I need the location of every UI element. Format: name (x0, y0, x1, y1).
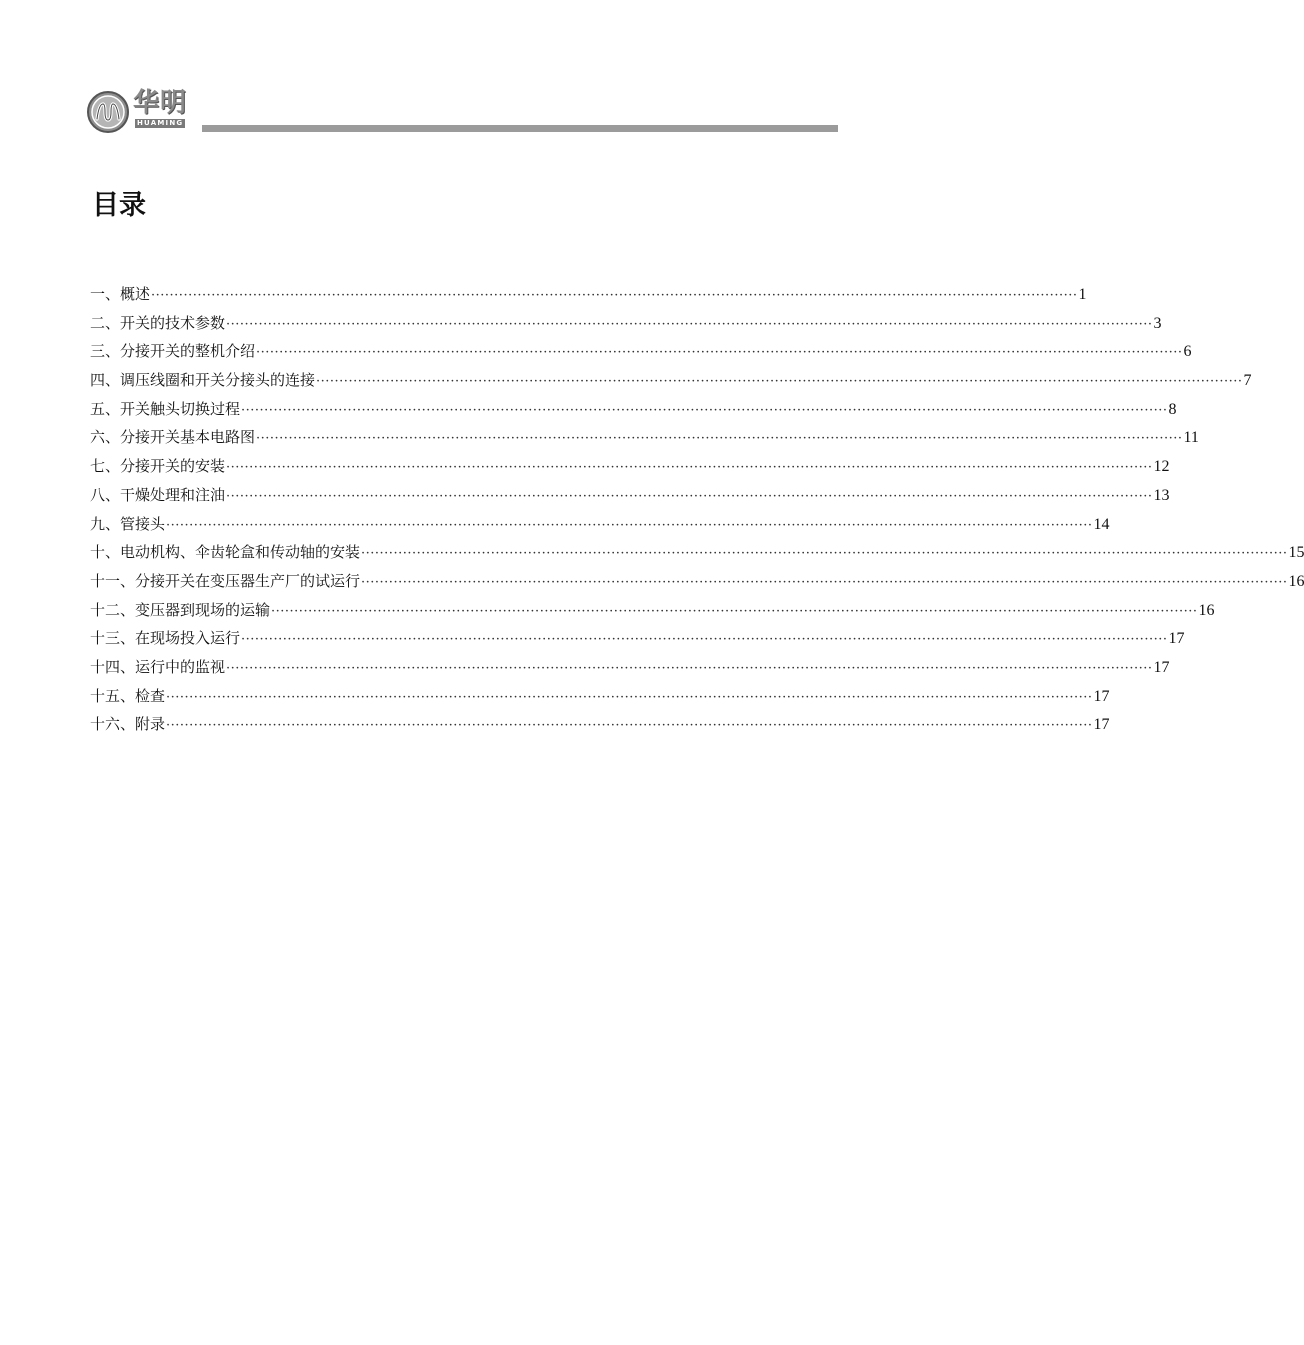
toc-entry-page: 15 (1288, 544, 1304, 562)
toc-dot-leader: ········································································································································································································ (316, 374, 1243, 390)
toc-dot-leader: ········································································································································································································ (361, 546, 1288, 562)
toc-entry[interactable] (90, 624, 1185, 653)
toc-entry-page: 16 (1198, 601, 1215, 619)
toc-dot-leader: ········································································································································································································ (226, 488, 1153, 504)
toc-entry[interactable] (90, 280, 1087, 309)
toc-dot-leader: ········································································································································································································ (256, 345, 1183, 361)
toc-dot-leader: ········································································································································································································ (271, 603, 1198, 619)
toc-entry-label: 三、分接开关的整机介绍 (90, 342, 256, 361)
toc-dot-leader: ········································································································································································································ (151, 288, 1078, 303)
page-title: 目录 (92, 190, 146, 221)
toc-entry-label: 九、管接头 (90, 514, 166, 533)
toc-entry[interactable] (90, 481, 1170, 510)
toc-dot-leader: ········································································································································································································ (361, 574, 1288, 590)
toc-entry[interactable] (90, 653, 1170, 682)
toc-dot-leader: ········································································································································································································ (241, 402, 1168, 418)
logo-english-text: HUAMING (137, 119, 184, 127)
toc-entry-page: 12 (1153, 458, 1170, 476)
toc-entry[interactable] (90, 337, 1192, 366)
toc-entry-page: 17 (1153, 658, 1170, 676)
toc-entry-label: 四、调压线圈和开关分接头的连接 (90, 371, 316, 390)
logo-chinese-text: 华明 (133, 88, 188, 118)
toc-entry[interactable] (90, 452, 1170, 481)
toc-entry[interactable] (90, 538, 1304, 567)
toc-entry[interactable] (90, 510, 1110, 539)
company-logo (86, 88, 196, 134)
toc-entry-page: 11 (1183, 429, 1199, 447)
toc-entry-label: 十六、附录 (90, 715, 166, 734)
toc-dot-leader: ········································································································································································································ (256, 431, 1183, 447)
toc-entry-page: 14 (1093, 515, 1110, 533)
toc-entry-label: 十、电动机构、伞齿轮盒和传动轴的安装 (90, 543, 361, 562)
toc-dot-leader: ········································································································································································································ (166, 689, 1093, 705)
toc-dot-leader: ········································································································································································································ (166, 517, 1093, 533)
toc-dot-leader: ········································································································································································································ (241, 632, 1168, 648)
toc-entry[interactable] (90, 395, 1177, 424)
table-of-contents (90, 280, 1304, 739)
toc-entry[interactable] (90, 596, 1215, 625)
toc-dot-leader: ········································································································································································································ (226, 460, 1153, 476)
header-divider (202, 125, 838, 132)
toc-dot-leader: ········································································································································································································ (226, 660, 1153, 676)
toc-entry-label: 一、概述 (90, 285, 151, 303)
toc-entry-page: 6 (1183, 343, 1192, 361)
toc-entry-label: 十一、分接开关在变压器生产厂的试运行 (90, 571, 361, 590)
toc-entry-label: 二、开关的技术参数 (90, 313, 226, 332)
toc-entry-page: 8 (1168, 400, 1177, 418)
toc-entry-label: 七、分接开关的安装 (90, 457, 226, 476)
page-header (86, 88, 838, 138)
toc-dot-leader: ········································································································································································································ (226, 316, 1153, 332)
toc-entry[interactable] (90, 366, 1252, 395)
toc-entry-page: 7 (1243, 372, 1252, 390)
toc-entry-label: 十四、运行中的监视 (90, 657, 226, 676)
toc-entry-label: 十五、检查 (90, 686, 166, 705)
toc-entry[interactable] (90, 682, 1110, 711)
toc-entry-label: 八、干燥处理和注油 (90, 485, 226, 504)
toc-entry[interactable] (90, 309, 1162, 338)
toc-entry-label: 十三、在现场投入运行 (90, 629, 241, 648)
toc-entry[interactable] (90, 567, 1304, 596)
toc-entry-label: 六、分接开关基本电路图 (90, 428, 256, 447)
toc-entry[interactable] (90, 710, 1110, 739)
toc-entry-page: 1 (1078, 286, 1087, 303)
toc-entry-page: 13 (1153, 486, 1170, 504)
toc-entry-page: 17 (1093, 716, 1110, 734)
logo-emblem-icon (86, 90, 130, 134)
toc-entry[interactable] (90, 423, 1199, 452)
toc-entry-label: 五、开关触头切换过程 (90, 399, 241, 418)
toc-entry-page: 3 (1153, 314, 1162, 332)
toc-entry-page: 17 (1093, 687, 1110, 705)
toc-entry-page: 17 (1168, 630, 1185, 648)
toc-entry-page: 16 (1288, 572, 1304, 590)
toc-entry-label: 十二、变压器到现场的运输 (90, 600, 271, 619)
toc-dot-leader: ········································································································································································································ (166, 718, 1093, 734)
